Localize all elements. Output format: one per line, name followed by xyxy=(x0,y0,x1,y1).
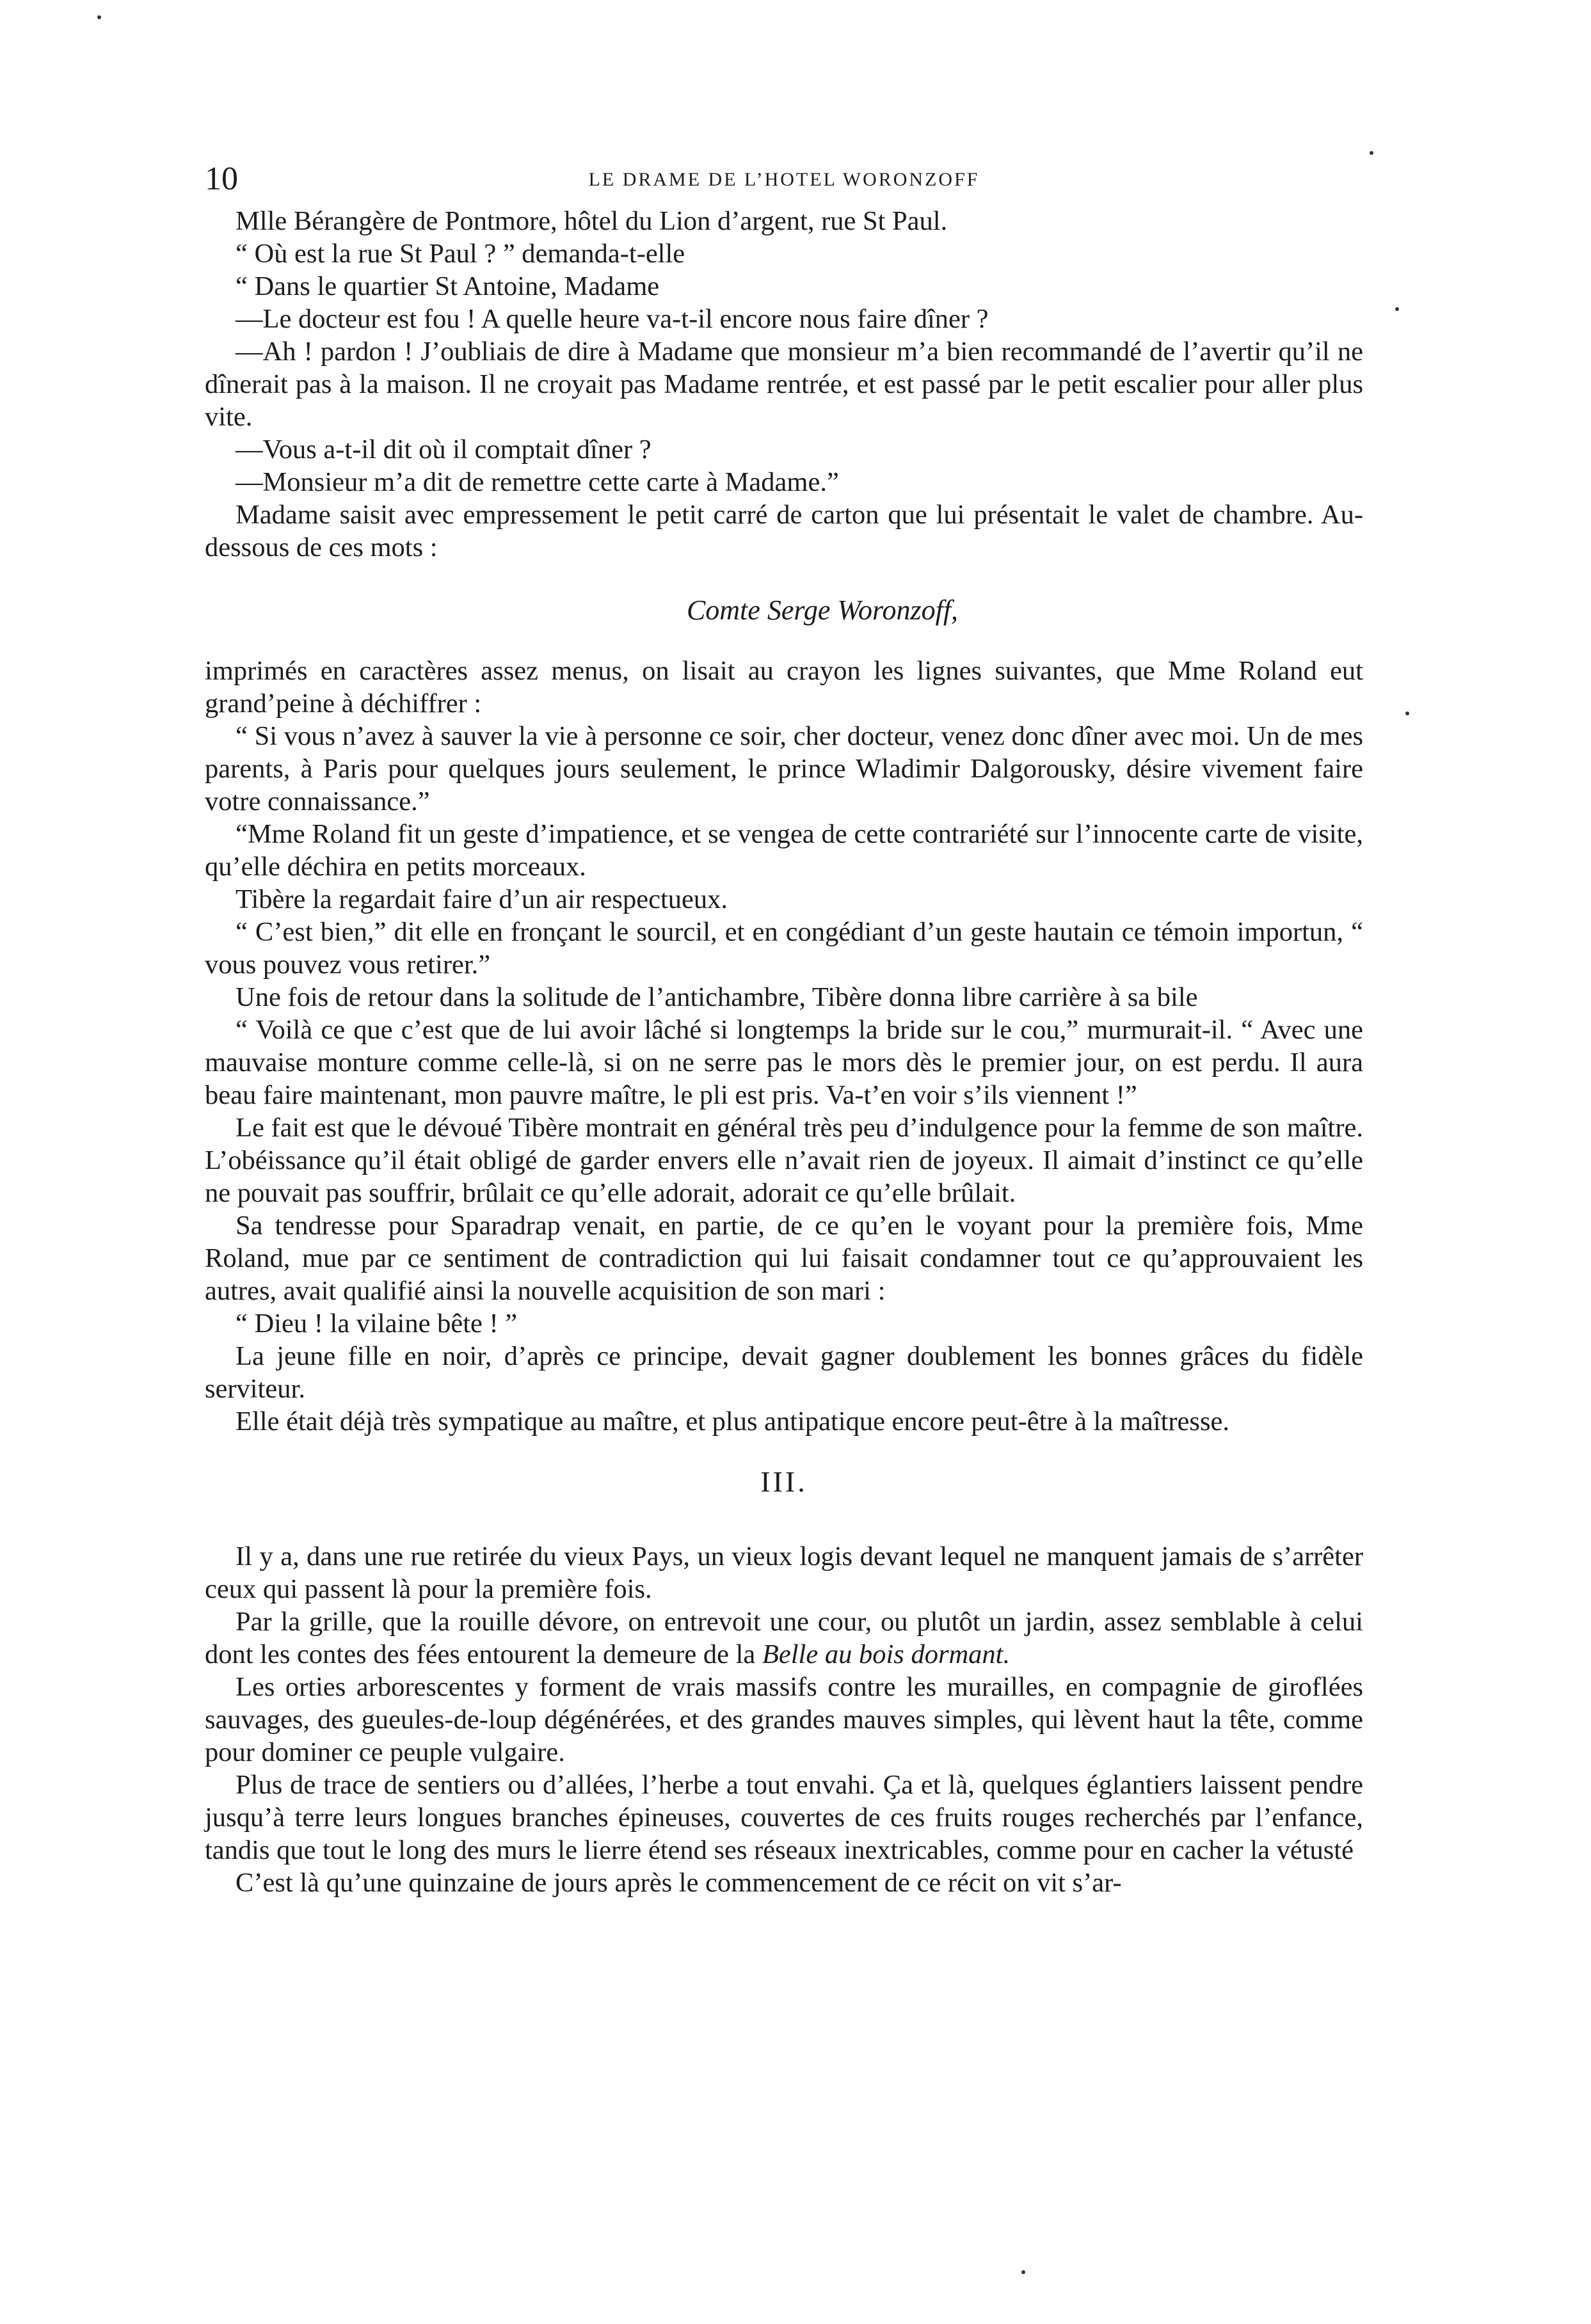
chapter-heading: III. xyxy=(760,1465,808,1498)
paragraph: —Ah ! pardon ! J’oubliais de dire à Madame que monsieur m’a bien recommandé de l’avertir qu’il ne dînerait pas à la maison. Il ne croyait pas Madame rentrée, et est passé par le petit escalier pour aller plus vite. xyxy=(205,337,1363,432)
body-text xyxy=(205,205,1363,1899)
paragraph: —Monsieur m’a dit de remettre cette carte à Madame.” xyxy=(236,467,839,497)
paragraph-text: Par la grille, que la rouille dévore, on entrevoit une cour, ou plutôt un jardin, assez semblable à celui dont les contes des fées entourent la demeure de la xyxy=(205,1607,1363,1669)
paragraph: “ Si vous n’avez à sauver la vie à personne ce soir, cher docteur, venez donc dîner avec moi. Un de mes parents, à Paris pour quelques jours seulement, le prince Wladimir Dalgorousky, désire vivement faire votre connaissance.” xyxy=(205,721,1363,816)
paragraph: Tibère la regardait faire d’un air respectueux. xyxy=(236,884,728,914)
paragraph: “ Dans le quartier St Antoine, Madame xyxy=(236,271,660,301)
paragraph: Mlle Bérangère de Pontmore, hôtel du Lion d’argent, rue St Paul. xyxy=(236,206,948,236)
paragraph: Elle était déjà très sympatique au maître, et plus antipatique encore peut-être à la maîtresse. xyxy=(236,1406,1229,1437)
paragraph: Il y a, dans une rue retirée du vieux Pays, un vieux logis devant lequel ne manquent jamais de s’arrêter ceux qui passent là pour la première fois. xyxy=(205,1541,1363,1604)
print-speck xyxy=(1021,2270,1025,2274)
paragraph: “ Voilà ce que c’est que de lui avoir lâché si longtemps la bride sur le cou,” murmurait-il. “ Avec une mauvaise monture comme celle-là, si on ne serre pas le mors dès le premier jour, on est perdu. Il aura beau faire maintenant, mon pauvre maître, le pli est pris. Va-t’en voir s’ils viennent !” xyxy=(205,1015,1363,1110)
print-speck xyxy=(97,15,101,19)
paragraph: imprimés en caractères assez menus, on lisait au crayon les lignes suivantes, que Mme Roland eut grand’peine à déchiffrer : xyxy=(205,656,1363,719)
paragraph: Le fait est que le dévoué Tibère montrait en général très peu d’indulgence pour la femme de son maître. L’obéissance qu’il était obligé de garder envers elle n’avait rien de joyeux. Il aimait d’instinct ce qu’elle ne pouvait pas souffrir, brûlait ce qu’elle adorait, adorait ce qu’elle brûlait. xyxy=(205,1113,1363,1208)
paragraph: La jeune fille en noir, d’après ce principe, devait gagner doublement les bonnes grâces du fidèle serviteur. xyxy=(205,1341,1363,1404)
running-title: LE DRAME DE L’HOTEL WORONZOFF xyxy=(588,169,980,190)
paragraph: “ Où est la rue St Paul ? ” demanda-t-elle xyxy=(236,239,685,269)
paragraph: “ C’est bien,” dit elle en fronçant le sourcil, et en congédiant d’un geste hautain ce témoin importun, “ vous pouvez vous retirer.” xyxy=(205,917,1363,980)
paragraph: “Mme Roland fit un geste d’impatience, et se vengea de cette contrariété sur l’innocente carte de visite, qu’elle déchira en petits morceaux. xyxy=(205,819,1363,882)
paragraph: Les orties arborescentes y forment de vrais massifs contre les murailles, en compagnie de giroflées sauvages, des gueules-de-loup dégénérées, et des grandes mauves simples, qui lèvent haut la tête, comme pour dominer ce peuple vulgaire. xyxy=(205,1672,1363,1767)
italic-title: Belle au bois dormant. xyxy=(762,1639,1011,1669)
paragraph: —Vous a-t-il dit où il comptait dîner ? xyxy=(236,434,652,465)
paragraph: C’est là qu’une quinzaine de jours après le commencement de ce récit on vit s’ar- xyxy=(236,1868,1122,1898)
paragraph: Madame saisit avec empressement le petit carré de carton que lui présentait le valet de chambre. Au-dessous de ces mots : xyxy=(205,500,1363,562)
book-page xyxy=(205,147,1363,1899)
page-number: 10 xyxy=(205,161,238,197)
print-speck xyxy=(1395,307,1399,311)
paragraph: —Le docteur est fou ! A quelle heure va-t-il encore nous faire dîner ? xyxy=(236,304,989,334)
running-head xyxy=(205,147,1363,205)
card-signature: Comte Serge Woronzoff, xyxy=(686,594,959,626)
print-speck xyxy=(1405,712,1409,715)
paragraph: Une fois de retour dans la solitude de l’antichambre, Tibère donna libre carrière à sa bile xyxy=(236,982,1198,1012)
paragraph: Plus de trace de sentiers ou d’allées, l’herbe a tout envahi. Ça et là, quelques églantiers laissent pendre jusqu’à terre leurs longues branches épineuses, couvertes de ces fruits rouges recherchés par l’enfance, tandis que tout le long des murs le lierre étend ses réseaux inextricables, comme pour en cacher la vétusté xyxy=(205,1770,1363,1865)
paragraph: Sa tendresse pour Sparadrap venait, en partie, de ce qu’en le voyant pour la première fois, Mme Roland, mue par ce sentiment de contradiction qui lui faisait condamner tout ce qu’approuvaient les autres, avait qualifié ainsi la nouvelle acquisition de son mari : xyxy=(205,1211,1363,1306)
print-speck xyxy=(1370,151,1373,155)
paragraph: “ Dieu ! la vilaine bête ! ” xyxy=(236,1309,518,1339)
paragraph xyxy=(205,1605,1363,1671)
